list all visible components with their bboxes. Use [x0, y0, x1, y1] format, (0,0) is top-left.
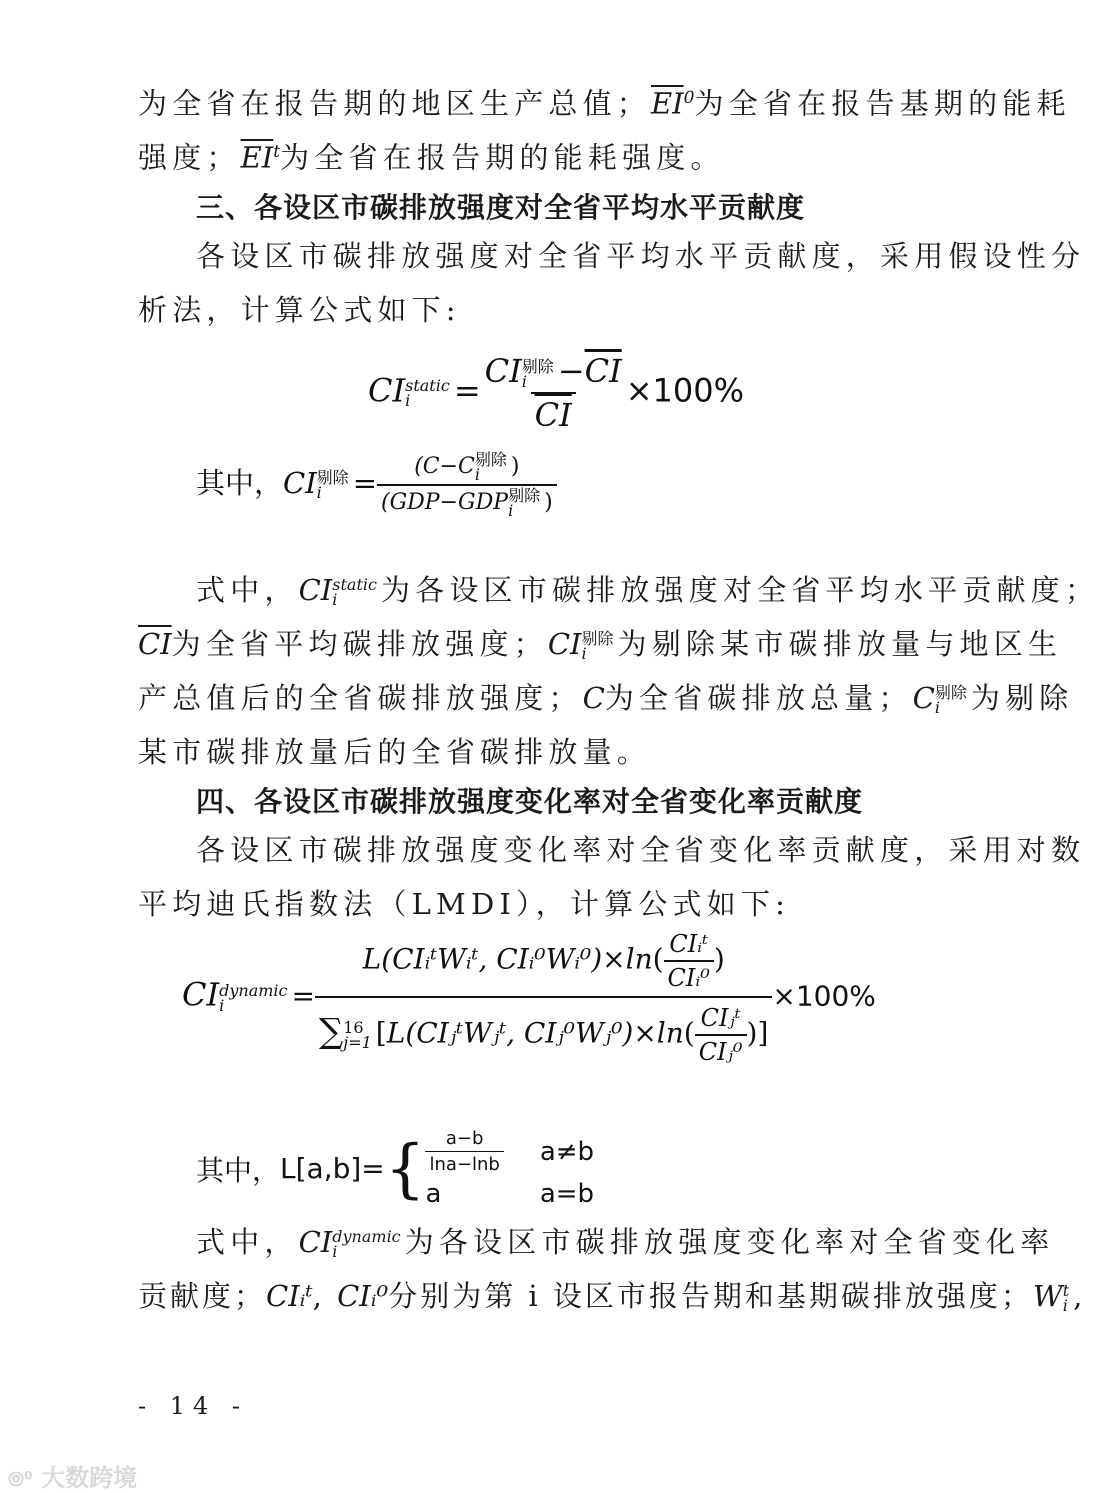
section-heading: 四、各设区市碳排放强度变化率对全省变化率贡献度	[196, 785, 864, 818]
paragraph-line	[196, 570, 1099, 610]
math-var: CI	[534, 396, 572, 434]
upper-limit: 16	[343, 1018, 364, 1037]
superscript: static	[405, 376, 450, 395]
subscript: i	[1062, 1296, 1068, 1315]
text: 其中，	[196, 1153, 281, 1187]
denominator	[377, 484, 557, 518]
fraction	[481, 352, 626, 434]
sup-sub	[521, 356, 554, 391]
text: 为全省在报告期的能耗强度。	[280, 140, 725, 175]
sup-sub	[405, 378, 450, 408]
paragraph-line: 某市碳排放量后的全省碳排放量。	[138, 735, 652, 769]
numerator: L(CIᵢᵗWᵢᵗ, CIᵢ⁰Wᵢ⁰)×ln( $\frac{\text{CIᵢᵗ}}{\text{CIᵢ⁰}}$ )	[362, 930, 725, 992]
sup-sub	[332, 577, 377, 607]
inner-fraction	[695, 1004, 747, 1066]
math-expr: L(CIⱼᵗWⱼᵗ, CIⱼ⁰Wⱼ⁰)×ln	[386, 1016, 684, 1050]
numerator: CIⱼᵗ	[700, 1004, 741, 1032]
text: 强度；	[138, 140, 241, 175]
paragraph-line	[138, 78, 1071, 124]
subscript: i	[508, 501, 514, 520]
math-var: CI	[368, 371, 406, 410]
math-var: CI	[298, 1225, 333, 1259]
text: 为全省在报告期的地区生产总值；	[138, 86, 652, 121]
superscript: 剔除	[316, 468, 349, 487]
text: 为全省碳排放总量；	[604, 681, 913, 715]
paragraph-line: 各设区市碳排放强度对全省平均水平贡献度，采用假设性分	[196, 239, 1086, 273]
sup-sub	[1063, 1283, 1069, 1313]
sup-sub	[219, 983, 287, 1013]
text: 为各设区市碳排放强度对全省平均水平贡献度；	[380, 573, 1099, 607]
numerator: CIᵢᵗ	[669, 930, 708, 958]
sup-sub	[317, 470, 349, 500]
sum-symbol: ∑	[318, 1011, 344, 1052]
math-var: C	[912, 681, 935, 715]
superscript: 剔除	[521, 356, 554, 376]
superscript: 剔除	[581, 629, 614, 648]
subscript: i	[332, 590, 338, 609]
fraction	[315, 930, 772, 1066]
subscript: i	[316, 483, 322, 502]
sup-sub	[935, 685, 967, 715]
text: 分别为第 i 设区市报告期和基期碳排放强度；	[388, 1279, 1033, 1313]
superscript: 剔除	[508, 486, 541, 505]
sup-sub	[475, 452, 507, 482]
section-heading: 三、各设区市碳排放强度对全省平均水平贡献度	[196, 191, 806, 224]
math-var: $\overline{CI}$	[584, 352, 622, 390]
inner-fraction	[664, 930, 714, 992]
paragraph-line: 平均迪氏指数法（LMDI），计算公式如下:	[138, 887, 791, 921]
denominator: CIⱼ⁰	[695, 1034, 747, 1066]
watermark	[8, 1458, 137, 1493]
formula-dynamic: CI dynamic i = L(CIᵢᵗWᵢᵗ, CIᵢ⁰Wᵢ⁰)×ln( $\frac{\text{CIᵢᵗ}}{\text{CIᵢ⁰}}$ ) ∑ 16 j=1 [L(CIⱼᵗWⱼᵗ, CIⱼ⁰Wⱼ⁰)×ln( $\frac{\text{CIⱼᵗ}}{\text{CIⱼ⁰}}$ )] ×100%	[182, 930, 876, 1066]
numerator: a−b	[445, 1128, 484, 1149]
math-var: $\overline{CI}$	[138, 627, 172, 661]
paragraph-line: 贡献度；CIᵢᵗ, CIᵢ⁰分别为第 i 设区市报告期和基期碳排放强度；W t i ,	[138, 1279, 1086, 1315]
paragraph-line: 析法，计算公式如下:	[138, 293, 461, 327]
numerator	[410, 452, 523, 484]
text: 为各设区市碳排放强度变化率对全省变化率	[404, 1225, 1055, 1259]
subscript: i	[332, 1242, 338, 1261]
formula-log-mean	[196, 1128, 594, 1209]
paragraph-line	[138, 624, 1062, 664]
subscript: i	[219, 996, 225, 1015]
condition: a=b	[539, 1179, 595, 1209]
subscript: i	[934, 698, 940, 717]
superscript: 剔除	[474, 450, 507, 469]
paragraph-line	[196, 1222, 1054, 1262]
math-var: CI	[547, 627, 582, 661]
math-var: CIᵢᵗ	[266, 1279, 313, 1313]
sup-sub	[332, 1229, 400, 1259]
denominator: ∑ 16 j=1 [L(CIⱼᵗWⱼᵗ, CIⱼ⁰Wⱼ⁰)×ln( $\frac{\text{CIⱼᵗ}}{\text{CIⱼ⁰}}$ )]	[315, 996, 772, 1066]
formula-static: CI static i = CI 剔除 i $-\overline{CI}$ CI ×100%	[368, 352, 744, 434]
text: 为全省在报告基期的能耗	[694, 86, 1071, 121]
case1-fraction	[425, 1128, 503, 1175]
superscript: static	[332, 575, 377, 594]
superscript: 0	[683, 88, 695, 108]
denominator: lna−lnb	[425, 1151, 503, 1175]
lower-limit: j=1	[343, 1033, 372, 1052]
math-var: CI	[182, 975, 220, 1014]
subscript: i	[581, 644, 587, 663]
watermark-logo-icon: ⦾⁰	[8, 1467, 33, 1491]
math-expr: L(CIᵢᵗWᵢᵗ, CIᵢ⁰Wᵢ⁰)×ln	[362, 942, 653, 976]
paragraph-line	[138, 132, 725, 178]
math-var: CI	[283, 466, 317, 500]
subscript: i	[474, 465, 480, 484]
numerator	[481, 352, 626, 392]
operator: −	[557, 352, 585, 390]
denominator: CIᵢ⁰	[664, 960, 714, 992]
fraction	[377, 452, 557, 518]
sum-limits	[343, 1020, 372, 1050]
ei-symbol: $\overline{EI}$	[240, 140, 274, 175]
text: 式中，	[196, 573, 299, 607]
superscript: 剔除	[934, 683, 967, 702]
text: 为全省平均碳排放强度；	[171, 627, 548, 661]
sup-sub	[508, 488, 540, 518]
superscript: dynamic	[219, 981, 288, 1000]
watermark-text: 大数跨境	[41, 1464, 138, 1492]
paren: )	[544, 490, 553, 515]
text: 为剔除	[970, 681, 1074, 715]
superscript: t	[1062, 1281, 1070, 1300]
superscript: t	[273, 142, 281, 162]
math-expr: (GDP−GDP	[381, 490, 509, 515]
multiplier: ×100%	[772, 979, 876, 1013]
condition: a≠b	[539, 1136, 595, 1167]
text: 为剔除某市碳排放量与地区生	[617, 627, 1063, 661]
text: ,	[1073, 1279, 1086, 1313]
cases	[425, 1128, 594, 1209]
brace: {	[384, 1131, 426, 1206]
math-var: CI	[484, 352, 522, 390]
math-var: CIᵢ⁰	[337, 1279, 389, 1313]
text: 贡献度；	[138, 1279, 267, 1313]
sup-sub	[582, 631, 614, 661]
paragraph-line: 各设区市碳排放强度变化率对全省变化率贡献度，采用对数	[196, 833, 1086, 867]
text: 其中，	[196, 466, 284, 500]
text: 式中，	[196, 1225, 299, 1259]
formula-removed: 其中，CI 剔除 i = (C−C 剔除 i ) (GDP−GDP 剔除 i )	[196, 452, 557, 518]
math-var: C	[582, 681, 605, 715]
subscript: i	[521, 371, 527, 391]
paragraph-line	[138, 678, 1073, 718]
subscript: i	[405, 391, 411, 410]
multiplier: ×100%	[625, 371, 744, 410]
page-number: - 14 -	[138, 1392, 249, 1420]
superscript: dynamic	[332, 1227, 401, 1246]
denominator	[531, 392, 576, 434]
case-value: a	[425, 1179, 442, 1209]
math-expr: L[a,b]=	[280, 1152, 385, 1185]
math-var: W	[1032, 1279, 1063, 1313]
math-expr: (C−C	[414, 454, 475, 479]
math-var: CI	[298, 573, 333, 607]
ei-symbol: $\overline{EI}$	[651, 86, 684, 121]
paren: )	[510, 454, 520, 479]
text: 产总值后的全省碳排放强度；	[138, 681, 583, 715]
